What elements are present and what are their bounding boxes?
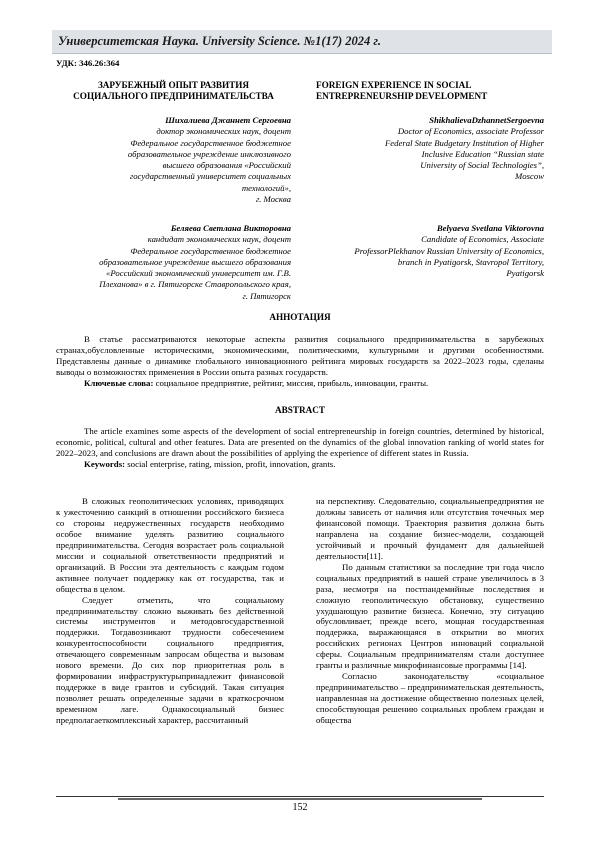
page-number: 152 <box>292 802 308 813</box>
keywords-ru: Ключевые слова: социальное предприятие, рейтинг, миссия, прибыль, инновации, гранты. <box>84 377 429 388</box>
body-column-right <box>316 496 544 726</box>
keywords-en: Keywords: social enterprise, rating, mission, profit, innovation, grants. <box>84 458 336 469</box>
footer-rule <box>56 796 544 797</box>
body-paragraph: В сложных геополитических условиях, приводящих к ужесточению санкций в отношении российского бизнеса со стороны недружественных государств необходимо особое внимание уделять развитию социального предпринимательства. Сегодня возрастает роль социальной миссии и социальной ответственности предприятий и организаций. В России эта деятельность с каждым годом активнее получает поддержку как от государства, так и общества в целом. <box>56 496 284 594</box>
annotation-heading: АННОТАЦИЯ <box>269 312 331 322</box>
body-paragraph: Согласно законодательству «социальное предпринимательство – предпринимательская деятельность, направленная на достижение общественно полезных целей, способствующая решению социальных проблем граждан и общества <box>316 671 544 726</box>
body-paragraph: Следует отметить, что социальному предпринимательству сложно выживать без действенной системы инструментов и методовгосударственной поддержки. Тогдавозникают трудности собесечением конкурентоспособности социального предприятия, отвечающего современным запросам общества и вызовам нового времени. До сих пор приоритетная роль в формировании инфраструктурыпринадлежит финансовой поддержке в виде грантов и субсидий. Такая ситуация позволяет решать определенные задачи в краткосрочном временном лаге. Однакосоциальный бизнес предполагаеткомплексный характер, рассчитанный <box>56 594 284 726</box>
abstract-heading: ABSTRACT <box>274 405 326 415</box>
footer-rule-accent <box>118 798 482 800</box>
body-paragraph: По данным статистики за последние три года число социальных предприятий в нашей стране увеличилось в 3 раза, несмотря на постпандемийные последствия и сложную геополитическую обстановку, существенно ухудшающую развитие бизнеса. Конечно, эту ситуацию обусловливает, прежде всего, мощная государственная поддержка, выражающаяся в открытии во многих российских регионах Центров инноваций социальной сферы. Социальным предпринимателям стали доступнее гранты и различные микрофинансовые программы [14]. <box>316 561 544 671</box>
title-russian: ЗАРУБЕЖНЫЙ ОПЫТ РАЗВИТИЯ СОЦИАЛЬНОГО ПРЕДПРИНИМАТЕЛЬСТВА <box>73 80 274 101</box>
udk-code: УДК: 346.26:364 <box>56 58 120 68</box>
author-ru-2: Беляева Светлана Викторовна кандидат экономических наук, доцент Федеральное государственное бюджетное образовательное учреждение высшего образования «Российский экономический университет им. Г.В. Плеханова» в г. Пятигорске Ставропольского края, г. Пятигорск <box>99 223 291 301</box>
author-en-1: ShikhalievaDzhannetSergoevna Doctor of Economics, associate Professor Federal State Budgetary Institution of Higher Inclusive Education “Russian state University of Social Technologies”, Moscow <box>384 115 544 182</box>
title-english: FOREIGN EXPERIENCE IN SOCIAL ENTREPRENEURSHIP DEVELOPMENT <box>316 80 488 101</box>
body-column-left <box>56 496 284 726</box>
author-en-2: Belyaeva Svetlana Viktorovna Candidate of Economics, Associate ProfessorPlekhanov Russian University of Economics, branch in Pyatigorsk, Stavropol Territory, Pyatigorsk <box>354 223 544 279</box>
abstract-text: The article examines some aspects of the development of social entrepreneurship in foreign countries, determined by historical, economic, political, cultural and other features. Data are presented on the dynamics of the global innovation ranking of world states for 2022–2023, and conclusions are drawn about the possibilities of applying the experience of different states in Russia. Keywords: social enterprise, rating, mission, profit, innovation, grants. <box>56 426 544 469</box>
journal-header <box>52 30 552 54</box>
journal-title: Университетская Наука. University Science. №1(17) 2024 г. <box>58 34 381 48</box>
annotation-text: В статье рассматриваются некоторые аспекты развития социального предпринимательства в зарубежных странах,обусловленные историческими, экономическими, политическими, культурными и другими особенностями. Представлены данные о динамике глобального инновационного рейтинга мировых государств за 2022–2023 годы, сделаны выводы о возможностях применения в России опыта разных государств. Ключевые слова: социальное предприятие, рейтинг, миссия, прибыль, инновации, гранты. <box>56 334 544 388</box>
author-ru-1: Шихалиева Джаннет Сергоевна доктор экономических наук, доцент Федеральное государственное бюджетное образовательное учреждение инклюзивного высшего образования «Российский государственный университет социальных технологий», г. Москва <box>127 115 291 205</box>
body-paragraph: на перспективу. Следовательно, социальныепредприятия не должны зависеть от наличия или отсутствия точечных мер финансовой помощи. Траектория развития должна быть направлена на создание бизнес-модели, создающей устойчивый и прочный фундамент для дальнейшей деятельности[11]. <box>316 496 544 561</box>
